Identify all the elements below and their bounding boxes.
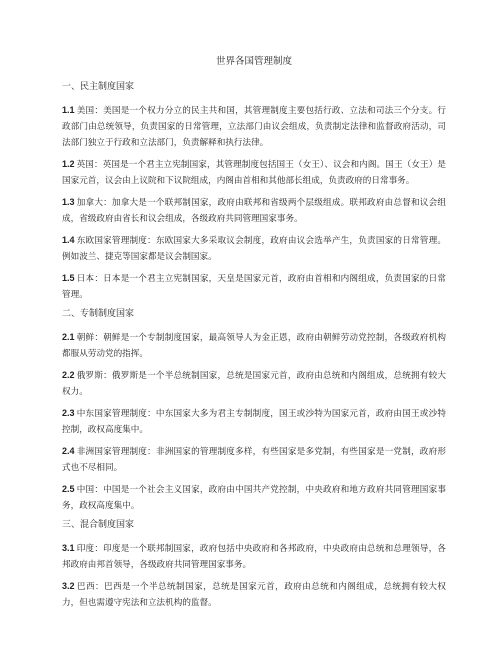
paragraph-number: 1.1 bbox=[62, 105, 75, 115]
paragraph-number: 1.5 bbox=[62, 273, 75, 283]
paragraph-2-5 bbox=[62, 481, 446, 514]
section-democracy bbox=[62, 81, 446, 303]
paragraph-number: 3.2 bbox=[62, 581, 75, 591]
paragraph-2-4 bbox=[62, 443, 446, 476]
paragraph-1-5 bbox=[62, 270, 446, 303]
paragraph-2-1 bbox=[62, 329, 446, 362]
paragraph-number: 1.4 bbox=[62, 235, 75, 245]
paragraph-1-2 bbox=[62, 156, 446, 189]
paragraph-text: 俄罗斯：俄罗斯是一个半总统制国家，总统是国家元首，政府由总统和内阁组成，总统拥有较大权力。 bbox=[62, 371, 446, 397]
section-heading: 二、专制制度国家 bbox=[62, 309, 135, 319]
paragraph-3-2 bbox=[62, 578, 446, 611]
section-heading: 三、混合制度国家 bbox=[62, 520, 135, 530]
paragraph-number: 2.5 bbox=[62, 484, 75, 494]
paragraph-1-3 bbox=[62, 194, 446, 227]
paragraph-2-2 bbox=[62, 367, 446, 400]
paragraph-1-4 bbox=[62, 232, 446, 265]
paragraph-text: 中国：中国是一个社会主义国家，政府由中国共产党控制，中央政府和地方政府共同管理国家事务，政权高度集中。 bbox=[62, 485, 446, 511]
paragraph-text: 加拿大：加拿大是一个联邦制国家，政府由联邦和省级两个层级组成。联邦政府由总督和议会组成，省级政府由省长和议会组成，各级政府共同管理国家事务。 bbox=[62, 198, 446, 224]
paragraph-text: 美国：美国是一个权力分立的民主共和国，其管理制度主要包括行政、立法和司法三个分支。行政部门由总统领导，负责国家的日常管理，立法部门由议会组成，负责制定法律和监督政府活动，司法部门独立于行政和立法部门，负责解释和执行法律。 bbox=[62, 106, 446, 148]
paragraph-text: 英国：英国是一个君主立宪制国家，其管理制度包括国王（女王）、议会和内阁。国王（女王）是国家元首，议会由上议院和下议院组成，内阁由首相和其他部长组成，负责政府的日常事务。 bbox=[62, 160, 446, 186]
paragraph-3-1 bbox=[62, 540, 446, 573]
paragraph-1-1 bbox=[62, 102, 446, 151]
paragraph-text: 非洲国家管理制度：非洲国家的管理制度多样，有些国家是多党制，有些国家是一党制，政府形式也不尽相同。 bbox=[62, 447, 446, 473]
paragraph-number: 1.3 bbox=[62, 197, 75, 207]
paragraph-text: 日本：日本是一个君主立宪制国家，天皇是国家元首，政府由首相和内阁组成，负责国家的日常管理。 bbox=[62, 274, 446, 300]
paragraph-number: 2.4 bbox=[62, 446, 75, 456]
paragraph-number: 2.1 bbox=[62, 332, 75, 342]
paragraph-text: 东欧国家管理制度：东欧国家大多采取议会制度，政府由议会选举产生，负责国家的日常管理。例如波兰、捷克等国家都是议会制国家。 bbox=[62, 236, 446, 262]
paragraph-text: 朝鲜：朝鲜是一个专制制度国家，最高领导人为金正恩，政府由朝鲜劳动党控制，各级政府机构都服从劳动党的指挥。 bbox=[62, 333, 446, 359]
paragraph-text: 中东国家管理制度：中东国家大多为君主专制制度，国王或沙特为国家元首，政府由国王或沙特控制，政权高度集中。 bbox=[62, 409, 446, 435]
paragraph-number: 2.3 bbox=[62, 408, 75, 418]
paragraph-text: 印度：印度是一个联邦制国家，政府包括中央政府和各邦政府，中央政府由总统和总理领导，各邦政府由邦首领导，各级政府共同管理国家事务。 bbox=[62, 544, 446, 570]
document-title: 世界各国管理制度 bbox=[215, 56, 292, 67]
paragraph-number: 1.2 bbox=[62, 159, 75, 169]
paragraph-number: 3.1 bbox=[62, 543, 75, 553]
section-autocracy bbox=[62, 308, 446, 514]
paragraph-number: 2.2 bbox=[62, 370, 75, 380]
paragraph-2-3 bbox=[62, 405, 446, 438]
section-hybrid bbox=[62, 519, 446, 611]
section-heading: 一、民主制度国家 bbox=[62, 82, 135, 92]
paragraph-text: 巴西：巴西是一个半总统制国家，总统是国家元首，政府由总统和内阁组成，总统拥有较大权力，但也需遵守宪法和立法机构的监督。 bbox=[62, 582, 446, 608]
